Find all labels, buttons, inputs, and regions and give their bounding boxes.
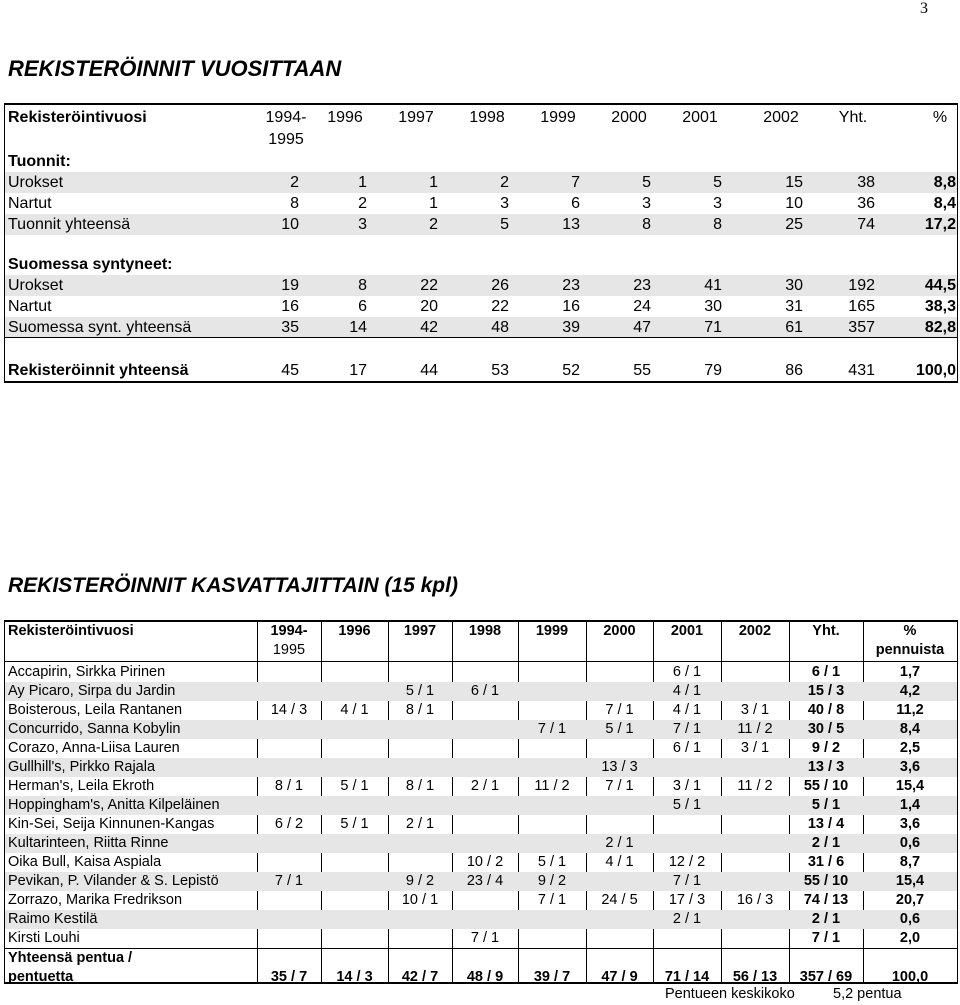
total-cell: 53 — [491, 362, 509, 379]
value-cell: 8 — [358, 277, 367, 294]
data-row — [5, 214, 957, 235]
row-label: Nartut — [8, 298, 52, 315]
cell: 9 / 2 — [537, 873, 567, 889]
value-cell: 10 — [785, 195, 803, 212]
cell: 11 / 2 — [534, 778, 570, 794]
breeder-row — [5, 929, 957, 948]
percent-cell: 17,2 — [924, 216, 956, 233]
header-col: Yht. — [838, 109, 868, 126]
total-cell: 44 — [420, 362, 438, 379]
cell: 5 / 1 — [672, 797, 702, 813]
value-cell: 165 — [848, 298, 875, 315]
value-cell: 14 — [349, 319, 367, 336]
cell: 15,4 — [895, 873, 925, 889]
cell: 23 / 4 — [466, 873, 504, 889]
cell: 12 / 2 — [668, 854, 706, 870]
cell: 4 / 1 — [672, 702, 702, 718]
value-cell: 35 — [281, 319, 299, 336]
section-title-breeders: REKISTERÖINNIT KASVATTAJITTAIN (15 kpl) — [8, 574, 458, 597]
value-cell: 38 — [857, 174, 875, 191]
cell: 357 / 69 — [799, 969, 853, 985]
cell: 8,7 — [899, 854, 921, 870]
cell: 5 / 1 — [811, 797, 841, 813]
cell: 8 / 1 — [405, 778, 435, 794]
value-cell: 3 — [713, 195, 722, 212]
cell: 15,4 — [895, 778, 925, 794]
value-cell: 1 — [429, 174, 438, 191]
cell: 20,7 — [895, 892, 925, 908]
cell: 7 / 1 — [605, 702, 634, 718]
value-cell: 8 — [642, 216, 651, 233]
breeder-name: Oika Bull, Kaisa Aspiala — [8, 854, 162, 870]
value-cell: 8 — [713, 216, 722, 233]
cell: 16 / 3 — [736, 892, 774, 908]
value-cell: 1 — [429, 195, 438, 212]
cell: Yht. — [812, 623, 840, 639]
value-cell: 47 — [633, 319, 651, 336]
page-number: 3 — [920, 0, 928, 17]
value-cell: 36 — [857, 195, 875, 212]
header-col: 1997 — [398, 109, 434, 126]
value-cell: 19 — [281, 277, 299, 294]
cell: 56 / 13 — [732, 969, 778, 985]
cell: 8 / 1 — [405, 702, 435, 718]
cell: 11 / 2 — [737, 721, 773, 737]
breeder-row — [5, 777, 957, 796]
value-cell: 3 — [500, 195, 509, 212]
total-label: Yhteensä pentua / — [8, 950, 133, 966]
cell: 35 / 7 — [270, 969, 308, 985]
cell: 55 / 10 — [803, 778, 849, 794]
breeder-name: Accapirin, Sirkka Pirinen — [8, 664, 166, 680]
cell: 7 / 1 — [537, 721, 567, 737]
value-cell: 61 — [785, 319, 803, 336]
cell: 6 / 2 — [274, 816, 304, 832]
value-cell: 5 — [642, 174, 651, 191]
cell: 1996 — [338, 623, 371, 639]
total-separator — [5, 337, 957, 338]
value-cell: 7 — [571, 174, 580, 191]
cell: 6 / 1 — [672, 740, 702, 756]
cell: 2 / 1 — [605, 835, 634, 851]
breeder-row — [5, 834, 957, 853]
breeder-name: Concurrido, Sanna Kobylin — [8, 721, 181, 737]
percent-cell: 82,8 — [924, 319, 956, 336]
total-label: Rekisteröinnit yhteensä — [8, 362, 189, 379]
cell: 4,2 — [899, 683, 921, 699]
section-title-yearly: REKISTERÖINNIT VUOSITTAAN — [8, 56, 342, 81]
total-cell: 55 — [633, 362, 651, 379]
header-separator — [5, 661, 957, 662]
cell: 5 / 1 — [340, 778, 369, 794]
value-cell: 6 — [358, 298, 367, 315]
cell: 2,5 — [899, 740, 921, 756]
value-cell: 3 — [358, 216, 367, 233]
value-cell: 22 — [420, 277, 438, 294]
breeder-name: Corazo, Anna-Liisa Lauren — [8, 740, 180, 756]
cell: 24 / 5 — [601, 892, 638, 908]
cell: 13 / 4 — [807, 816, 845, 832]
cell: 3 / 1 — [740, 702, 770, 718]
value-cell: 8 — [290, 195, 299, 212]
cell: 3 / 1 — [740, 740, 770, 756]
cell: 6 / 1 — [672, 664, 702, 680]
cell: 2 / 1 — [672, 911, 702, 927]
breeder-name: Kultarinteen, Riitta Rinne — [8, 835, 169, 851]
header-row — [5, 107, 957, 128]
total-cell: 86 — [785, 362, 803, 379]
row-label: Nartut — [8, 195, 52, 212]
cell: 6 / 1 — [470, 683, 500, 699]
cell: 1,4 — [899, 797, 921, 813]
total-cell: 17 — [349, 362, 367, 379]
value-cell: 39 — [562, 319, 580, 336]
total-percent: 100,0 — [915, 362, 956, 379]
header-col: 2002 — [763, 109, 799, 126]
cell: 6 / 1 — [811, 664, 841, 680]
cell: 40 / 8 — [807, 702, 845, 718]
total-cell: 431 — [848, 362, 875, 379]
breeder-name: Hoppingham's, Anitta Kilpeläinen — [8, 797, 220, 813]
breeder-row — [5, 720, 957, 739]
average-litter-value: 5,2 pentua — [833, 986, 902, 1002]
value-cell: 10 — [281, 216, 299, 233]
percent-cell: 8,8 — [933, 174, 956, 191]
header-year-1994: 1994- — [265, 109, 307, 126]
yearly-registrations-table — [4, 103, 958, 383]
cell: 10 / 1 — [401, 892, 439, 908]
cell: 1,7 — [899, 664, 921, 680]
cell: 71 / 14 — [664, 969, 710, 985]
cell: 39 / 7 — [533, 969, 571, 985]
breeder-row — [5, 872, 957, 891]
data-row — [5, 296, 957, 317]
value-cell: 2 — [290, 174, 299, 191]
cell: 7 / 1 — [470, 930, 500, 946]
value-cell: 3 — [642, 195, 651, 212]
breeder-row — [5, 853, 957, 872]
cell: pennuista — [875, 642, 945, 658]
total-row — [5, 968, 957, 987]
row-label: Suomessa synt. yhteensä — [8, 319, 192, 336]
cell: 15 / 3 — [807, 683, 845, 699]
cell: 1995 — [272, 642, 306, 658]
cell: 7 / 1 — [605, 778, 634, 794]
group-title-row — [5, 151, 957, 172]
cell: 0,6 — [899, 835, 921, 851]
cell: 8,4 — [899, 721, 921, 737]
value-cell: 74 — [857, 216, 875, 233]
value-cell: 41 — [704, 277, 722, 294]
value-cell: 15 — [785, 174, 803, 191]
cell: 8 / 1 — [274, 778, 304, 794]
cell: 13 / 3 — [807, 759, 845, 775]
value-cell: 192 — [848, 277, 875, 294]
data-row — [5, 275, 957, 296]
header-col: % — [932, 109, 948, 126]
cell: 2 / 1 — [811, 835, 841, 851]
cell: 9 / 2 — [811, 740, 841, 756]
group-title: Tuonnit: — [8, 153, 71, 170]
cell: 74 / 13 — [803, 892, 849, 908]
header-row — [5, 622, 957, 641]
value-cell: 2 — [429, 216, 438, 233]
cell: 3,6 — [899, 816, 921, 832]
value-cell: 1 — [358, 174, 367, 191]
cell: 5 / 1 — [605, 721, 634, 737]
cell: 31 / 6 — [807, 854, 845, 870]
total-cell: 79 — [704, 362, 722, 379]
value-cell: 23 — [633, 277, 651, 294]
cell: 2 / 1 — [405, 816, 435, 832]
value-cell: 2 — [500, 174, 509, 191]
cell: 14 / 3 — [336, 969, 373, 985]
cell: 100,0 — [891, 969, 929, 985]
row-label: Urokset — [8, 174, 64, 191]
average-litter-label: Pentueen keskikoko — [665, 986, 795, 1002]
data-row — [5, 193, 957, 214]
breeder-row — [5, 815, 957, 834]
total-row-label — [5, 949, 957, 968]
breeder-row — [5, 910, 957, 929]
value-cell: 5 — [500, 216, 509, 233]
cell: 2001 — [670, 623, 704, 639]
cell: 2 / 1 — [811, 911, 841, 927]
cell: 55 / 10 — [803, 873, 849, 889]
header-row-2 — [5, 129, 957, 150]
cell: 7 / 1 — [537, 892, 567, 908]
cell: 17 / 3 — [668, 892, 706, 908]
cell: 2,0 — [899, 930, 921, 946]
value-cell: 13 — [562, 216, 580, 233]
cell: 9 / 2 — [405, 873, 435, 889]
data-row — [5, 172, 957, 193]
header-row-2 — [5, 641, 957, 660]
total-row — [5, 360, 957, 381]
value-cell: 71 — [704, 319, 722, 336]
value-cell: 2 — [358, 195, 367, 212]
cell: 2000 — [603, 623, 636, 639]
group-title-row — [5, 254, 957, 275]
total-label-2: pentuetta — [8, 969, 74, 985]
breeder-row — [5, 891, 957, 910]
breeder-name: Herman's, Leila Ekroth — [8, 778, 155, 794]
value-cell: 42 — [420, 319, 438, 336]
header-col: 1996 — [327, 109, 363, 126]
cell: 2002 — [738, 623, 772, 639]
value-cell: 16 — [281, 298, 299, 315]
cell: 13 / 3 — [601, 759, 638, 775]
percent-cell: 44,5 — [924, 277, 956, 294]
cell: 30 / 5 — [807, 721, 845, 737]
breeder-name: Kin-Sei, Seija Kinnunen-Kangas — [8, 816, 215, 832]
cell: 48 / 9 — [466, 969, 504, 985]
value-cell: 5 — [713, 174, 722, 191]
cell: 5 / 1 — [340, 816, 369, 832]
breeder-name: Raimo Kestilä — [8, 911, 98, 927]
cell: % — [903, 623, 917, 639]
cell: 1997 — [403, 623, 437, 639]
value-cell: 16 — [562, 298, 580, 315]
value-cell: 6 — [571, 195, 580, 212]
cell: 1998 — [468, 623, 502, 639]
cell: 0,6 — [899, 911, 921, 927]
value-cell: 22 — [491, 298, 509, 315]
total-cell: 45 — [281, 362, 299, 379]
header-col: 1998 — [469, 109, 505, 126]
header-col: 1999 — [540, 109, 576, 126]
value-cell: 20 — [420, 298, 438, 315]
header-label: Rekisteröintivuosi — [8, 109, 147, 126]
cell: 2 / 1 — [470, 778, 500, 794]
header-col: 2001 — [682, 109, 718, 126]
breeder-row — [5, 796, 957, 815]
cell: 1999 — [535, 623, 569, 639]
cell: 11,2 — [896, 702, 924, 718]
value-cell: 30 — [704, 298, 722, 315]
breeder-name: Pevikan, P. Vilander & S. Lepistö — [8, 873, 219, 889]
percent-cell: 38,3 — [924, 298, 956, 315]
breeder-name: Kirsti Louhi — [8, 930, 80, 946]
header-year-1995: 1995 — [268, 131, 304, 148]
row-label: Tuonnit yhteensä — [8, 216, 131, 233]
value-cell: 25 — [785, 216, 803, 233]
percent-cell: 8,4 — [933, 195, 956, 212]
cell: 7 / 1 — [672, 873, 702, 889]
header-col: 2000 — [611, 109, 647, 126]
group-title: Suomessa syntyneet: — [8, 256, 173, 273]
cell: 7 / 1 — [274, 873, 304, 889]
cell: 7 / 1 — [672, 721, 702, 737]
cell: 14 / 3 — [270, 702, 308, 718]
breeder-name: Gullhill's, Pirkko Rajala — [8, 759, 156, 775]
breeder-name: Ay Picaro, Sirpa du Jardin — [8, 683, 176, 699]
value-cell: 30 — [785, 277, 803, 294]
cell: 42 / 7 — [401, 969, 439, 985]
header-label: Rekisteröintivuosi — [8, 623, 134, 639]
cell: 7 / 1 — [811, 930, 841, 946]
value-cell: 26 — [491, 277, 509, 294]
cell: 1994- — [270, 623, 308, 639]
cell: 4 / 1 — [605, 854, 634, 870]
value-cell: 24 — [633, 298, 651, 315]
total-cell: 52 — [562, 362, 580, 379]
breeder-row — [5, 758, 957, 777]
breeder-row — [5, 663, 957, 682]
value-cell: 31 — [785, 298, 803, 315]
data-row — [5, 317, 957, 338]
breeder-registrations-table — [4, 620, 958, 984]
cell: 5 / 1 — [405, 683, 435, 699]
value-cell: 48 — [491, 319, 509, 336]
cell: 4 / 1 — [340, 702, 369, 718]
cell: 47 / 9 — [601, 969, 638, 985]
row-label: Urokset — [8, 277, 64, 294]
breeder-row — [5, 701, 957, 720]
cell: 5 / 1 — [537, 854, 567, 870]
cell: 4 / 1 — [672, 683, 702, 699]
breeder-row — [5, 682, 957, 701]
value-cell: 357 — [848, 319, 875, 336]
cell: 3 / 1 — [672, 778, 702, 794]
cell: 11 / 2 — [737, 778, 773, 794]
breeder-name: Zorrazo, Marika Fredrikson — [8, 892, 183, 908]
value-cell: 23 — [562, 277, 580, 294]
cell: 10 / 2 — [466, 854, 504, 870]
breeder-name: Boisterous, Leila Rantanen — [8, 702, 183, 718]
cell: 3,6 — [899, 759, 921, 775]
breeder-row — [5, 739, 957, 758]
